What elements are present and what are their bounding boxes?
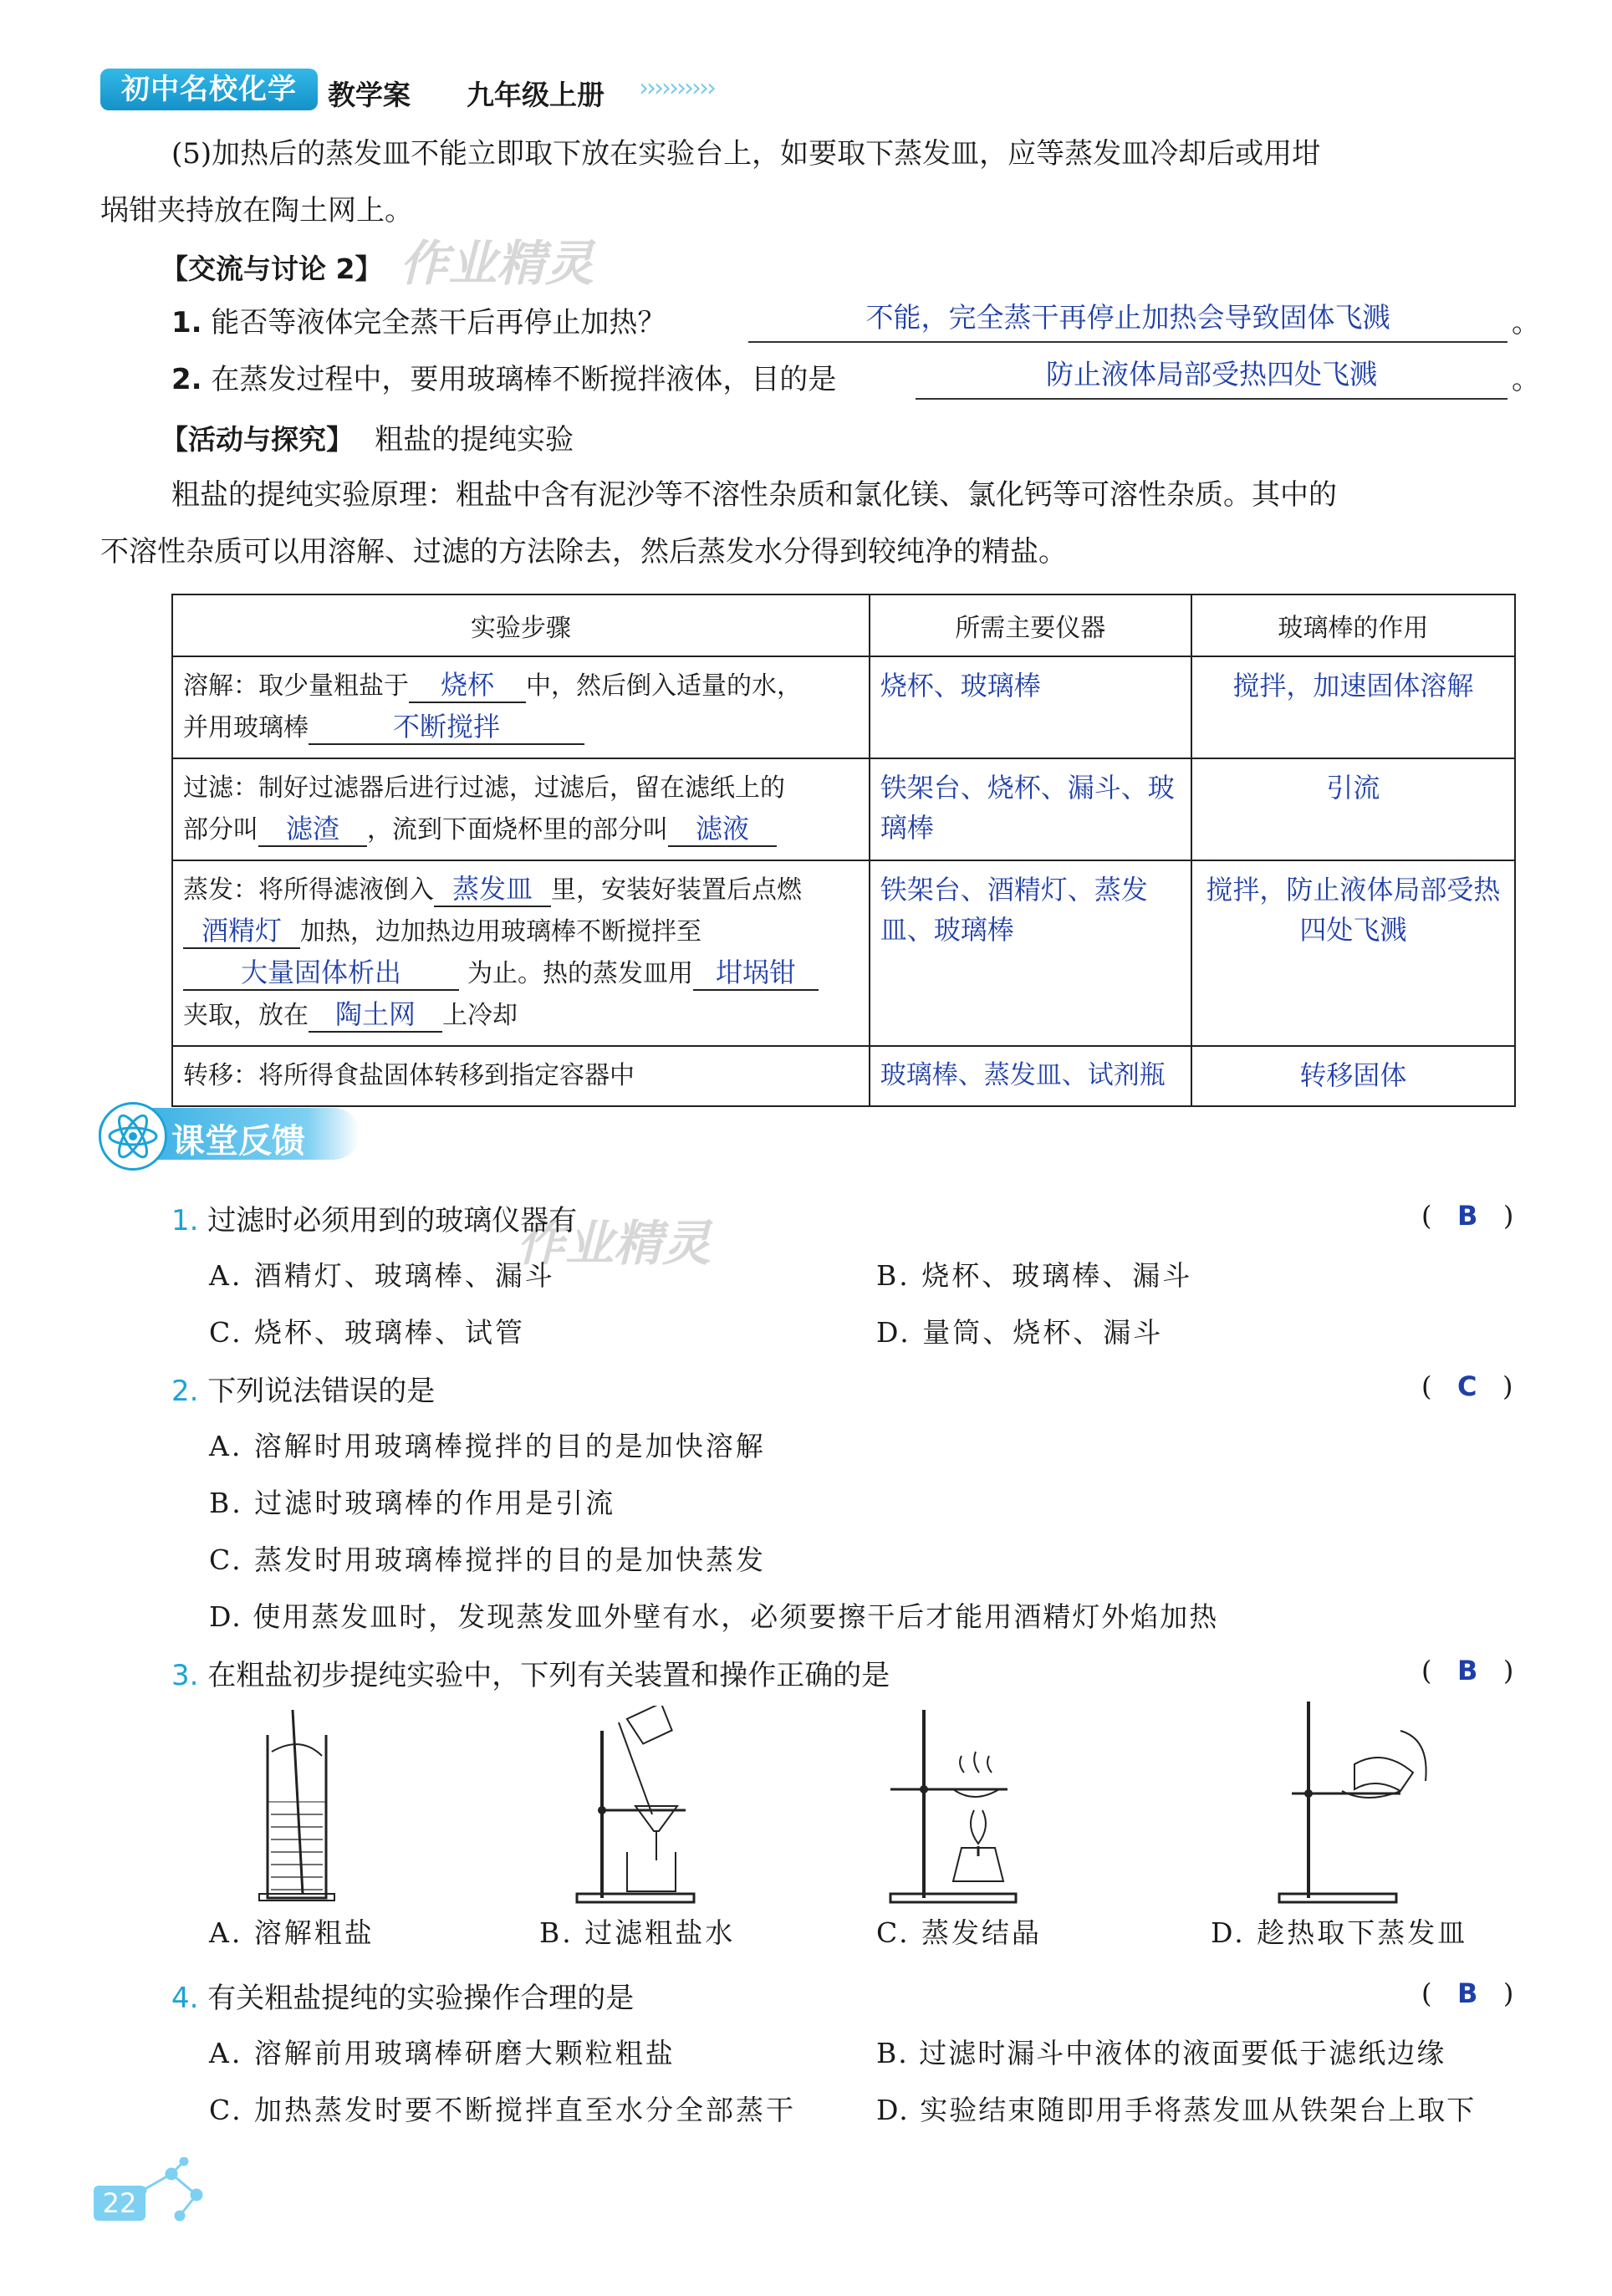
table-row-transfer xyxy=(172,1046,1515,1106)
header-step: 实验步骤 xyxy=(172,594,870,656)
evaporate-answer-2: 酒精灯 xyxy=(183,914,300,949)
q1-answer-line xyxy=(748,298,1507,343)
fig-caption-d[interactable]: D. 趁热取下蒸发皿 xyxy=(1211,1916,1468,1949)
q1-answer-paren: ( B ) xyxy=(1421,1200,1514,1232)
table-header-row xyxy=(172,594,1515,656)
table-row-evaporate xyxy=(172,860,1515,1046)
q4-option-d[interactable]: D. 实验结束随即用手将蒸发皿从铁架台上取下 xyxy=(876,2094,1477,2126)
dissolve-text-2: 中，然后倒入适量的水， xyxy=(526,671,802,701)
filter-role: 引流 xyxy=(1191,758,1515,860)
filter-answer-1: 滤渣 xyxy=(258,812,367,847)
q1-text: 能否等液体完全蒸干后再停止加热？ xyxy=(211,306,666,339)
evaporate-text-4: 为止。热的蒸发皿用 xyxy=(467,959,693,988)
principle-line1: 粗盐的提纯实验原理：粗盐中含有泥沙等不溶性杂质和氯化镁、氯化钙等可溶性杂质。其中的 xyxy=(171,478,1337,512)
grade-label: 九年级上册 xyxy=(467,79,604,111)
watermark: 作业精灵 xyxy=(400,235,594,292)
activity-heading: 【活动与探究】 xyxy=(161,423,354,456)
series-subtitle: 教学案 xyxy=(328,79,411,111)
q4-option-a[interactable]: A. 溶解前用玻璃棒研磨大颗粒粗盐 xyxy=(209,2037,676,2069)
question-1 xyxy=(171,1197,577,1238)
q2-answer: C xyxy=(1457,1370,1477,1402)
q1-option-b[interactable]: B. 烧杯、玻璃棒、漏斗 xyxy=(876,1259,1193,1292)
q1-number: 1. xyxy=(171,306,202,339)
header-arrows-icon: ›››››››››› xyxy=(639,74,714,103)
question-2 xyxy=(171,1368,435,1409)
principle-line2: 不溶性杂质可以用溶解、过滤的方法除去，然后蒸发水分得到较纯净的精盐。 xyxy=(100,535,1067,569)
q2-number: 2. xyxy=(171,363,202,396)
evaporate-role: 搅拌，防止液体局部受热四处飞溅 xyxy=(1191,860,1515,1046)
filter-stand-figure xyxy=(569,1706,702,1906)
page-number: 22 xyxy=(94,2186,145,2221)
evaporate-answer-3: 大量固体析出 xyxy=(183,956,459,991)
q4-option-b[interactable]: B. 过滤时漏斗中液体的液面要低于滤纸边缘 xyxy=(876,2037,1446,2069)
header-role: 玻璃棒的作用 xyxy=(1191,594,1515,656)
q2-text: 在蒸发过程中，要用玻璃棒不断搅拌液体，目的是 xyxy=(211,363,837,396)
dissolve-answer-2: 不断搅拌 xyxy=(309,710,584,745)
q2-period: 。 xyxy=(1512,363,1540,396)
q-number: 3. xyxy=(171,1659,199,1692)
q-number: 1. xyxy=(171,1204,199,1237)
note5-line1: (5)加热后的蒸发皿不能立即取下放在实验台上，如要取下蒸发皿，应等蒸发皿冷却后或用坩 xyxy=(171,137,1321,171)
q-number: 4. xyxy=(171,1982,199,2015)
question-3 xyxy=(171,1652,890,1693)
q1-answer: 不能，完全蒸干再停止加热会导致固体飞溅 xyxy=(865,301,1390,334)
evaporate-instruments: 铁架台、酒精灯、蒸发皿、玻璃棒 xyxy=(870,860,1191,1046)
q1-option-c[interactable]: C. 烧杯、玻璃棒、试管 xyxy=(209,1316,526,1349)
fig-caption-b[interactable]: B. 过滤粗盐水 xyxy=(539,1916,736,1949)
evaporate-stand-figure xyxy=(874,1706,1024,1906)
discussion-heading: 【交流与讨论 2】 xyxy=(161,253,383,285)
q2-option-d[interactable]: D. 使用蒸发皿时，发现蒸发皿外壁有水，必须要擦干后才能用酒精灯外焰加热 xyxy=(209,1600,1219,1633)
evaporate-text-2: 里，安装好装置后点燃 xyxy=(551,875,802,905)
filter-text-3: ，流到下面烧杯里的部分叫 xyxy=(367,815,668,844)
q-text: 有关粗盐提纯的实验操作合理的是 xyxy=(207,1982,635,2015)
transfer-step: 转移：将所得食盐固体转移到指定容器中 xyxy=(172,1046,870,1106)
filter-text-2: 部分叫 xyxy=(183,815,258,844)
dissolve-answer-1: 烧杯 xyxy=(409,668,526,703)
q1-period: 。 xyxy=(1512,306,1540,339)
filter-text-1: 过滤：制好过滤器后进行过滤，过滤后，留在滤纸上的 xyxy=(183,773,785,803)
q2-option-b[interactable]: B. 过滤时玻璃棒的作用是引流 xyxy=(209,1487,616,1519)
filter-instruments: 铁架台、烧杯、漏斗、玻璃棒 xyxy=(870,758,1191,860)
q4-option-c[interactable]: C. 加热蒸发时要不断搅拌直至水分全部蒸干 xyxy=(209,2094,797,2126)
question-4 xyxy=(171,1975,634,2016)
dissolve-text-1: 溶解：取少量粗盐于 xyxy=(183,671,409,701)
q4-answer: B xyxy=(1457,1977,1478,2009)
fig-caption-a[interactable]: A. 溶解粗盐 xyxy=(209,1916,375,1949)
table-row-filter xyxy=(172,758,1515,860)
evaporate-text-6: 上冷却 xyxy=(442,1001,518,1030)
table-row-dissolve xyxy=(172,656,1515,758)
q2-option-c[interactable]: C. 蒸发时用玻璃棒搅拌的目的是加快蒸发 xyxy=(209,1543,767,1576)
feedback-title: 课堂反馈 xyxy=(171,1122,305,1161)
evaporate-answer-5: 陶土网 xyxy=(309,997,442,1033)
purification-table xyxy=(171,594,1516,1107)
evaporate-text-3: 加热，边加热边用玻璃棒不断搅拌至 xyxy=(300,917,701,946)
discussion-q1 xyxy=(171,294,666,351)
q4-answer-paren: ( B ) xyxy=(1421,1977,1514,2009)
dissolve-cylinder-figure xyxy=(242,1706,351,1906)
dissolve-instruments: 烧杯、玻璃棒 xyxy=(870,656,1191,758)
activity-heading-row xyxy=(161,411,574,468)
filter-step xyxy=(172,758,870,860)
q-text: 在粗盐初步提纯实验中，下列有关装置和操作正确的是 xyxy=(207,1659,890,1692)
remove-dish-figure xyxy=(1275,1697,1434,1906)
atom-icon xyxy=(99,1102,167,1171)
evaporate-answer-4: 坩埚钳 xyxy=(693,956,819,991)
q1-option-a[interactable]: A. 酒精灯、玻璃棒、漏斗 xyxy=(209,1259,555,1292)
q-text: 过滤时必须用到的玻璃仪器有 xyxy=(207,1204,578,1237)
q1-answer: B xyxy=(1457,1200,1478,1232)
q-number: 2. xyxy=(171,1375,199,1408)
dissolve-step xyxy=(172,656,870,758)
q3-answer: B xyxy=(1457,1655,1478,1686)
evaporate-step xyxy=(172,860,870,1046)
q2-answer: 防止液体局部受热四处飞溅 xyxy=(1046,358,1377,390)
q-text: 下列说法错误的是 xyxy=(207,1375,436,1408)
note5-line2: 埚钳夹持放在陶土网上。 xyxy=(100,194,413,227)
activity-title: 粗盐的提纯实验 xyxy=(375,423,574,457)
q3-answer-paren: ( B ) xyxy=(1421,1655,1514,1686)
watermark: 作业精灵 xyxy=(517,1215,712,1272)
dissolve-role: 搅拌，加速固体溶解 xyxy=(1191,656,1515,758)
q2-answer-line xyxy=(916,355,1507,400)
dissolve-text-3: 并用玻璃棒 xyxy=(183,713,309,742)
q2-answer-paren: ( C ) xyxy=(1421,1370,1513,1402)
q2-option-a[interactable]: A. 溶解时用玻璃棒搅拌的目的是加快溶解 xyxy=(209,1430,766,1462)
series-logo: 初中名校化学 xyxy=(100,69,318,110)
evaporate-text-5: 夹取，放在 xyxy=(183,1001,309,1030)
evaporate-answer-1: 蒸发皿 xyxy=(434,872,551,907)
discussion-q2 xyxy=(171,351,836,408)
filter-answer-2: 滤液 xyxy=(668,812,777,847)
evaporate-text-1: 蒸发：将所得滤液倒入 xyxy=(183,875,434,905)
header-instruments: 所需主要仪器 xyxy=(870,594,1191,656)
transfer-instruments: 玻璃棒、蒸发皿、试剂瓶 xyxy=(870,1046,1191,1106)
transfer-role: 转移固体 xyxy=(1191,1046,1515,1106)
q1-option-d[interactable]: D. 量筒、烧杯、漏斗 xyxy=(876,1316,1164,1349)
fig-caption-c[interactable]: C. 蒸发结晶 xyxy=(876,1916,1043,1949)
